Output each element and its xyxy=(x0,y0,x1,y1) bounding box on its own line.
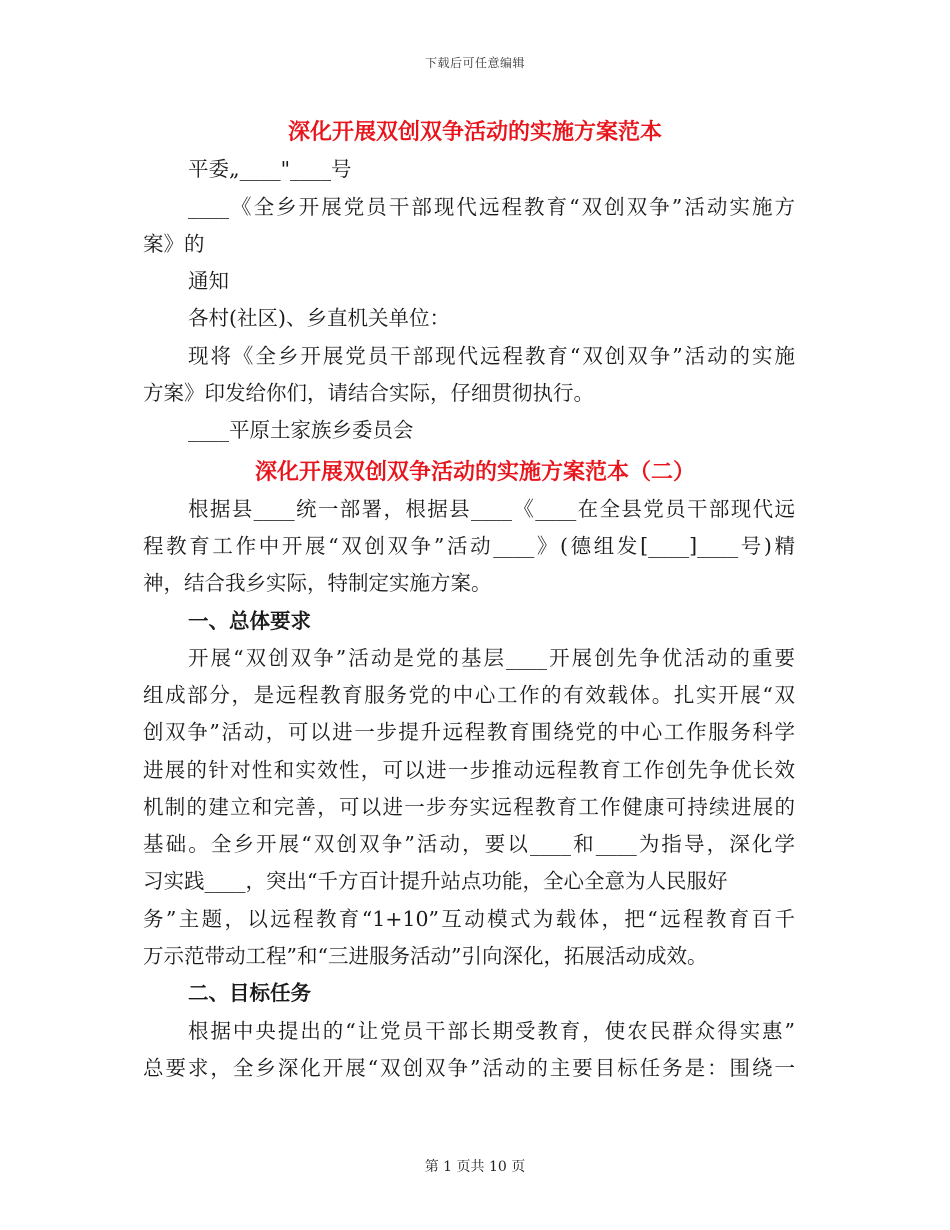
paragraph-line: 通知 xyxy=(188,269,229,293)
paragraph-line: 习实践____，突出“千方百计提升站点功能，全心全意为人民服好 xyxy=(143,869,728,893)
salutation-line: 各村(社区)、乡直机关单位： xyxy=(188,306,450,330)
paragraph-line: 机制的建立和完善，可以进一步夯实远程教育工作健康可持续进展的 xyxy=(143,795,795,819)
paragraph-line: 总要求，全乡深化开展“双创双争”活动的主要目标任务是：围绕一 xyxy=(143,1056,795,1080)
section-title: 深化开展双创双争活动的实施方案范本（二） xyxy=(254,459,695,485)
paragraph-line: 务”主题，以远程教育“1+10”互动模式为载体，把“远程教育百千 xyxy=(143,907,795,931)
paragraph-line: 神，结合我乡实际，特制定实施方案。 xyxy=(143,571,492,595)
paragraph-line: 程教育工作中开展“双创双争”活动____》(德组发[____]____号)精 xyxy=(143,534,795,558)
paragraph-line: 方案》印发给你们，请结合实际，仔细贯彻执行。 xyxy=(143,381,594,405)
paragraph-line: ____《全乡开展党员干部现代远程教育“双创双争”活动实施方 xyxy=(188,195,795,219)
page-footer: 第 1 页共 10 页 xyxy=(424,1159,526,1175)
section-heading: 一、总体要求 xyxy=(188,609,311,633)
paragraph-line: 案》的 xyxy=(143,232,205,256)
paragraph-line: 根据县____统一部署，根据县____《____在全县党员干部现代远 xyxy=(188,497,795,521)
paragraph-line: 基础。全乡开展“双创双争”活动，要以____和____为指导，深化学 xyxy=(143,832,795,856)
page-header: 下载后可任意编辑 xyxy=(424,56,525,70)
doc-number-line: 平委„____"____号 xyxy=(188,157,352,181)
paragraph-line: 万示范带动工程”和“三进服务活动”引向深化，拓展活动成效。 xyxy=(143,944,708,968)
paragraph-line: 组成部分，是远程教育服务党的中心工作的有效载体。扎实开展“双 xyxy=(143,683,795,707)
paragraph-line: 开展“双创双争”活动是党的基层____开展创先争优活动的重要 xyxy=(188,646,795,670)
section-heading: 二、目标任务 xyxy=(188,981,311,1005)
signature-line: ____平原土家族乡委员会 xyxy=(188,418,414,442)
paragraph-line: 根据中央提出的“让党员干部长期受教育，使农民群众得实惠” xyxy=(188,1019,795,1043)
document-title: 深化开展双创双争活动的实施方案范本 xyxy=(287,119,662,145)
paragraph-line: 现将《全乡开展党员干部现代远程教育“双创双争”活动的实施 xyxy=(188,344,795,368)
paragraph-line: 进展的针对性和实效性，可以进一步推动远程教育工作创先争优长效 xyxy=(143,758,795,782)
paragraph-line: 创双争”活动，可以进一步提升远程教育围绕党的中心工作服务科学 xyxy=(143,720,795,744)
